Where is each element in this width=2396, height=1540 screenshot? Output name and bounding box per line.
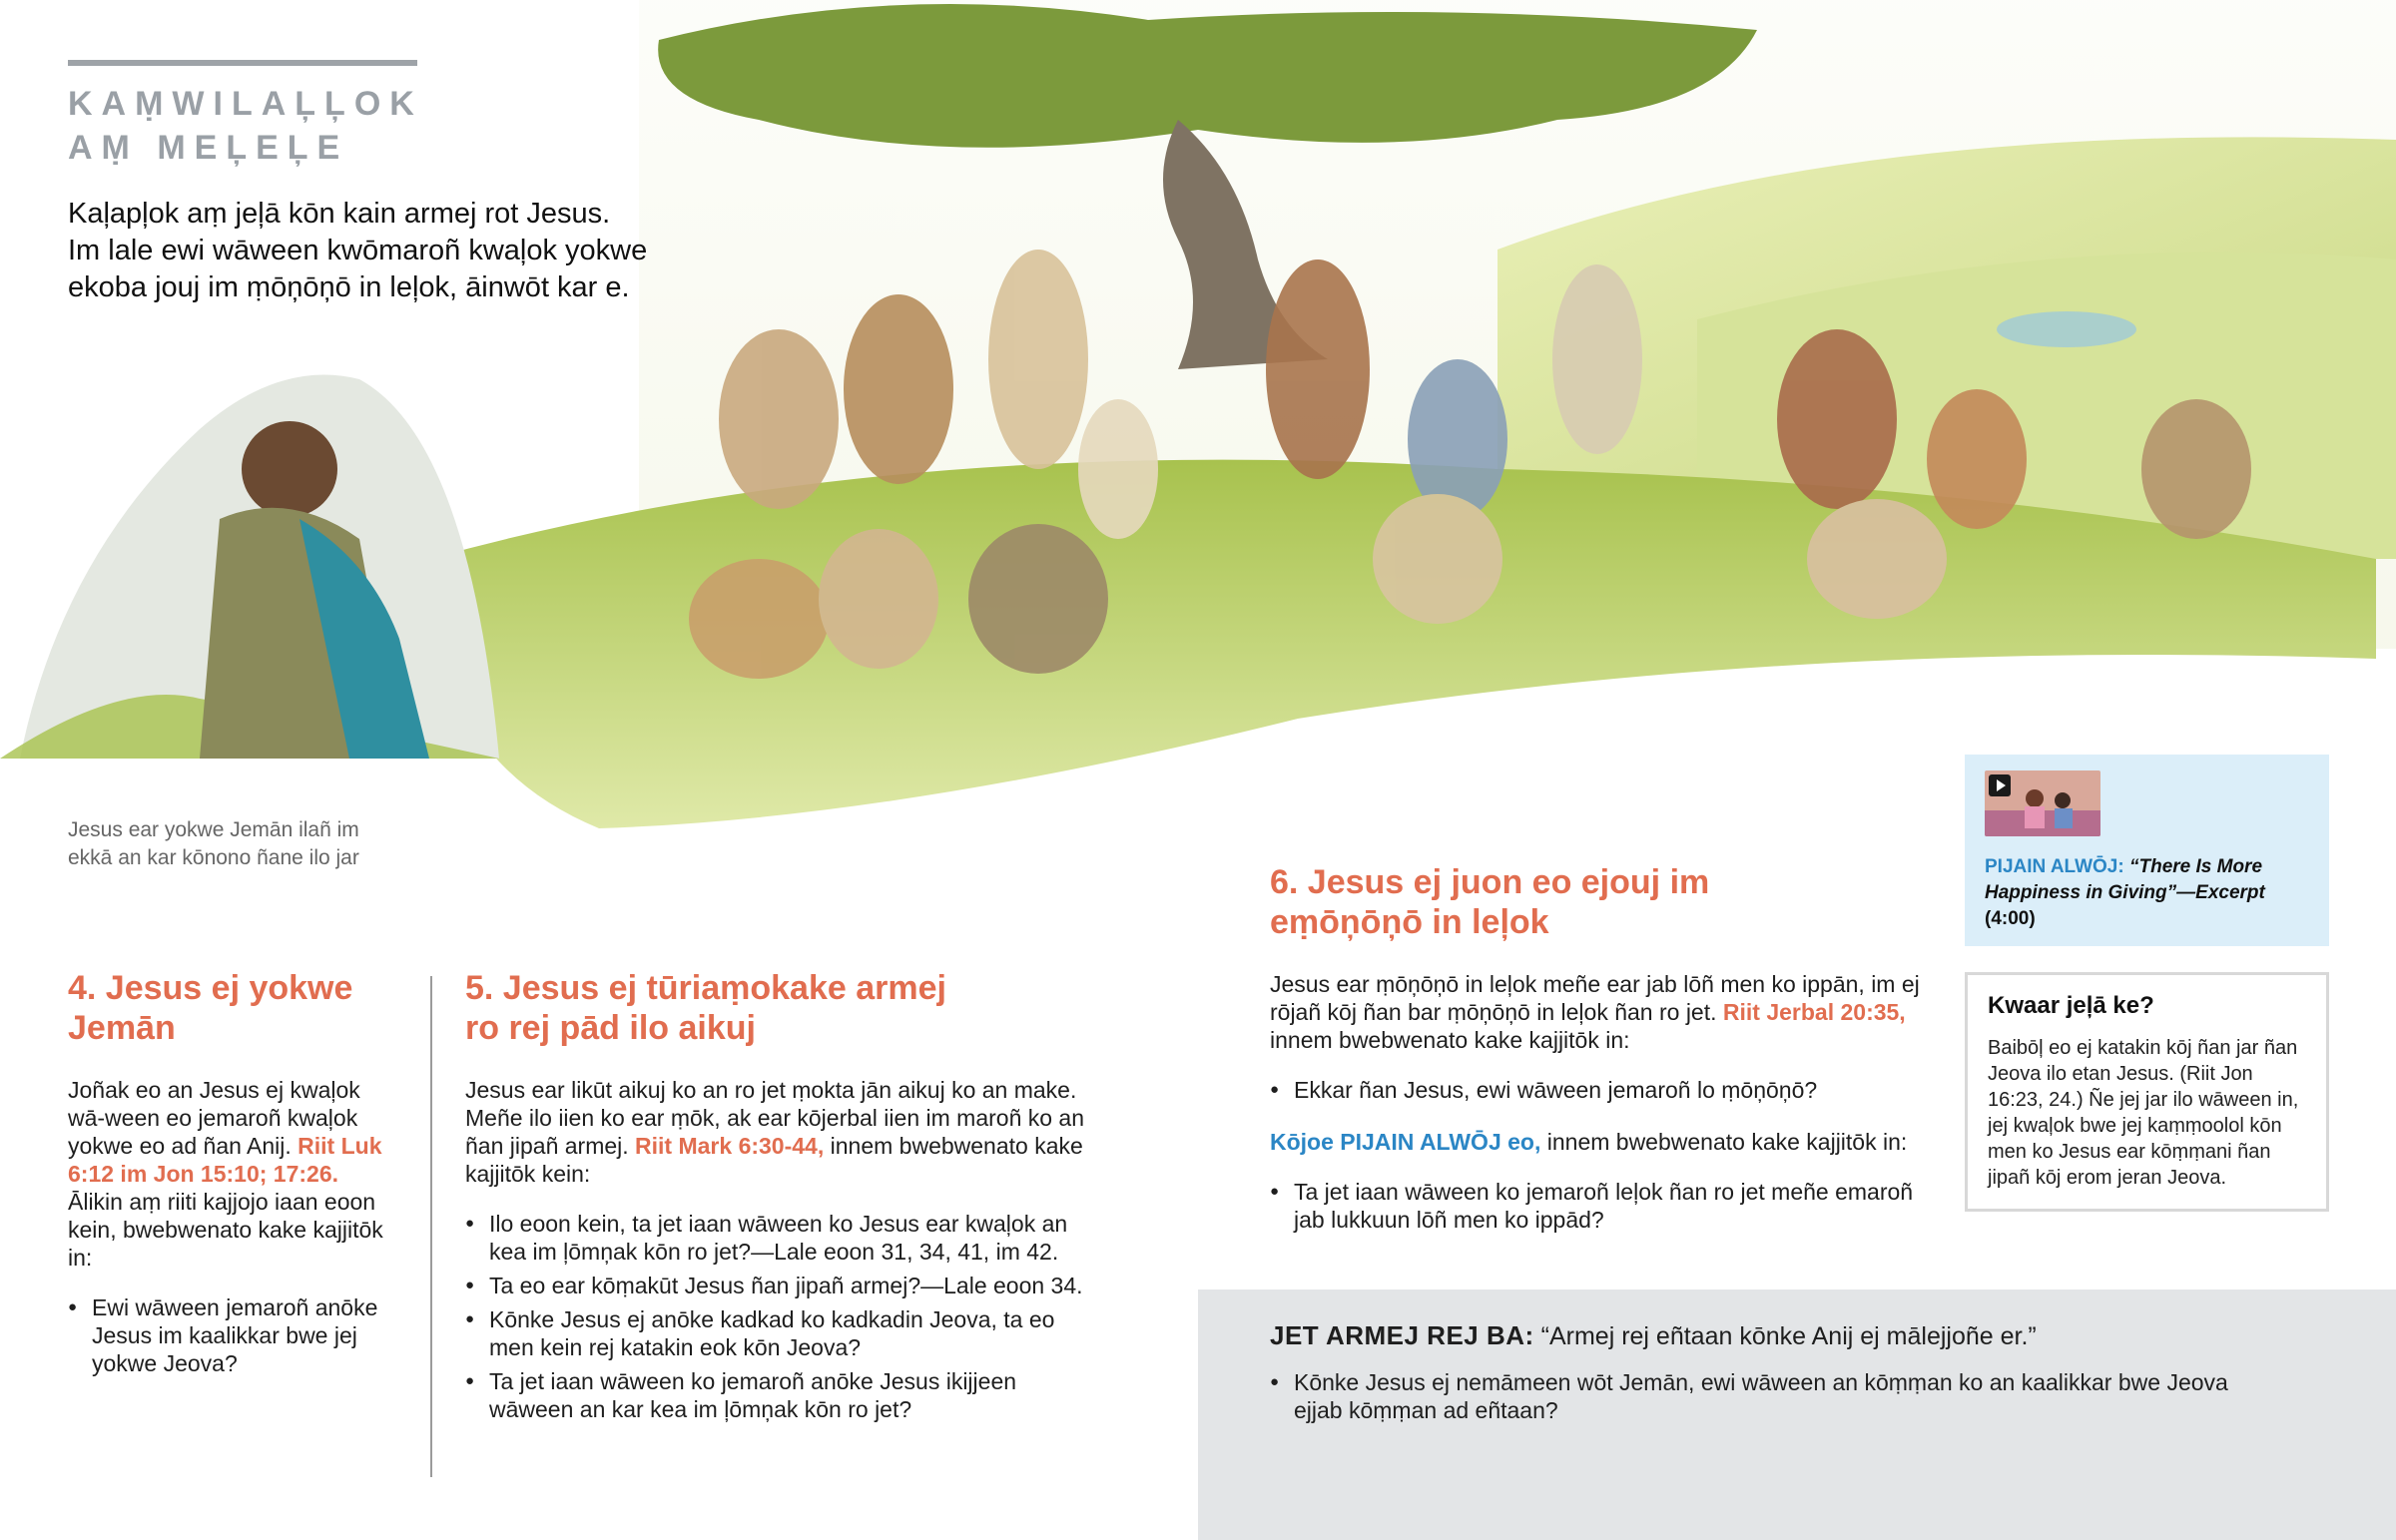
section-6-body	[1270, 970, 1929, 1054]
did-you-know-text: Baibōļ eo ej katakin kōj ñan jar ñan Jeova ilo etan Jesus. (Riit Jon 16:23, 24.) Ñe jej jar ilo wāween in, jej kwaļok bwe jej kaṃṃoolol kōn men ko Jesus ear kōṃṃani ñan jipañ kōj erom jeran Jeova.	[1988, 1037, 2299, 1189]
video-text	[1985, 854, 2314, 932]
section-5-body-text-2: innem bwebwenato kake kajjitōk kein:	[465, 1133, 1083, 1187]
section-6-body-text-2: innem bwebwenato kake kajjitōk in:	[1270, 1027, 1630, 1053]
question-item: ● Ilo eoon kein, ta jet iaan wāween ko Jesus ear kwaļok an kea im ļōmņak kōn ro jet?—Lale eoon 31, 34, 41, im 42.	[465, 1210, 1104, 1266]
did-you-know-box	[1965, 972, 2329, 1212]
section-6-questions-2	[1270, 1178, 1929, 1234]
question-item: ● Ta jet iaan wāween ko jemaroñ anōke Jesus ikijjeen wāween an kar kea im ļōmņak kōn ro jet?	[465, 1367, 1104, 1423]
section-4-heading: 4. Jesus ej yokwe Jemān	[68, 969, 353, 1047]
video-label: PIJAIN ALWŌJ:	[1985, 856, 2124, 877]
question-item: ● Ta eo ear kōṃakūt Jesus ñan jipañ armej?—Lale eoon 34.	[465, 1272, 1104, 1299]
header-rule	[68, 60, 417, 66]
section-6	[1270, 862, 1929, 1240]
image-caption: Jesus ear yokwe Jemān ilañ im ekkā an kar kōnono ñane ilo jar	[68, 818, 359, 869]
section-5-scripture-link[interactable]: Riit Mark 6:30-44,	[635, 1133, 825, 1159]
question-item: ● Kōnke Jesus ej nemāmeen wōt Jemān, ewi wāween an kōṃṃan ko an kaalikkar bwe Jeova ejjab kōṃṃan ad eñtaan?	[1270, 1368, 2268, 1424]
column-divider	[430, 976, 432, 1477]
some-people-say-heading	[1270, 1319, 2268, 1352]
some-people-say-quote: “Armej rej eñtaan kōnke Anij ej mālejjoñe er.”	[1533, 1322, 2037, 1350]
video-thumbnail[interactable]	[1985, 770, 2100, 836]
play-icon[interactable]	[1989, 774, 2011, 796]
section-4-questions	[68, 1293, 397, 1377]
section-5-heading: 5. Jesus ej tūriaṃokake armej ro rej pād ilo aikuj	[465, 969, 946, 1047]
section-6-body-text: Jesus ear ṃōņōņō in leļok meñe ear jab lōñ men ko ippān, im ej rōjañ kōj ñan bar ṃōņōņō in leļok ñan ro jet.	[1270, 971, 1920, 1025]
video-prompt-text: innem bwebwenato kake kajjitōk in:	[1540, 1129, 1908, 1155]
video-duration: (4:00)	[1985, 908, 2036, 929]
some-people-say-label: JET ARMEJ REJ BA:	[1270, 1320, 1534, 1350]
question-item: ● Ewi wāween jemaroñ anōke Jesus im kaalikkar bwe jej yokwe Jeova?	[68, 1293, 397, 1377]
section-5	[465, 968, 1104, 1429]
section-6-heading: 6. Jesus ej juon eo ejouj im eṃōņōņō in leļok	[1270, 863, 1710, 941]
video-title[interactable]: “There Is More Happiness in Giving”—Excerpt	[1985, 856, 2265, 903]
section-6-video-prompt	[1270, 1128, 1929, 1156]
question-item: ● Kōnke Jesus ej anōke kadkad ko kadkadin Jeova, ta eo men kein rej katakin eok kōn Jeova?	[465, 1305, 1104, 1361]
video-card[interactable]	[1965, 755, 2329, 946]
section-5-body	[465, 1076, 1104, 1188]
section-4	[68, 968, 397, 1383]
some-people-say-questions	[1270, 1368, 2268, 1424]
section-6-questions-1	[1270, 1076, 1929, 1104]
some-people-say-panel	[1198, 1289, 2396, 1540]
some-people-say-content	[1270, 1319, 2268, 1430]
section-4-scripture-link[interactable]: Riit Luk 6:12 im Jon 15:10; 17:26.	[68, 1133, 382, 1187]
section-5-body-text: Jesus ear likūt aikuj ko an ro jet ṃokta jān aikuj ko an make. Meñe ilo iien ko ear ṃōk, ak ear kōjerbal iien im maroñ ko an ñan jipañ armej.	[465, 1077, 1085, 1159]
page-kicker: KAṂWILAĻĻOK AṂ MEĻEĻE	[68, 85, 423, 167]
section-6-scripture-link[interactable]: Riit Jerbal 20:35,	[1722, 999, 1906, 1025]
video-prompt-link[interactable]: Kōjoe PIJAIN ALWŌJ eo,	[1270, 1129, 1541, 1155]
section-4-body	[68, 1076, 397, 1272]
did-you-know-title: Kwaar jeļā ke?	[1988, 992, 2154, 1019]
question-item: ● Ekkar ñan Jesus, ewi wāween jemaroñ lo ṃōņōņō?	[1270, 1076, 1929, 1104]
intro-text: Kaļapļok aṃ jeļā kōn kain armej rot Jesus. Im lale ewi wāween kwōmaroñ kwaļok yokwe ekoba jouj im ṃōņōņō in leļok, āinwōt kar e.	[68, 198, 648, 303]
section-5-questions	[465, 1210, 1104, 1423]
section-4-body-text: Joñak eo an Jesus ej kwaļok wā-ween eo jemaroñ kwaļok yokwe eo ad ñan Anij.	[68, 1077, 360, 1159]
question-item: ● Ta jet iaan wāween ko jemaroñ leļok ñan ro jet meñe emaroñ jab lukkuun lōñ men ko ippād?	[1270, 1178, 1929, 1234]
section-4-body-text-2: Ālikin aṃ riiti kajjojo iaan eoon kein, bwebwenato kake kajjitōk in:	[68, 1189, 383, 1271]
